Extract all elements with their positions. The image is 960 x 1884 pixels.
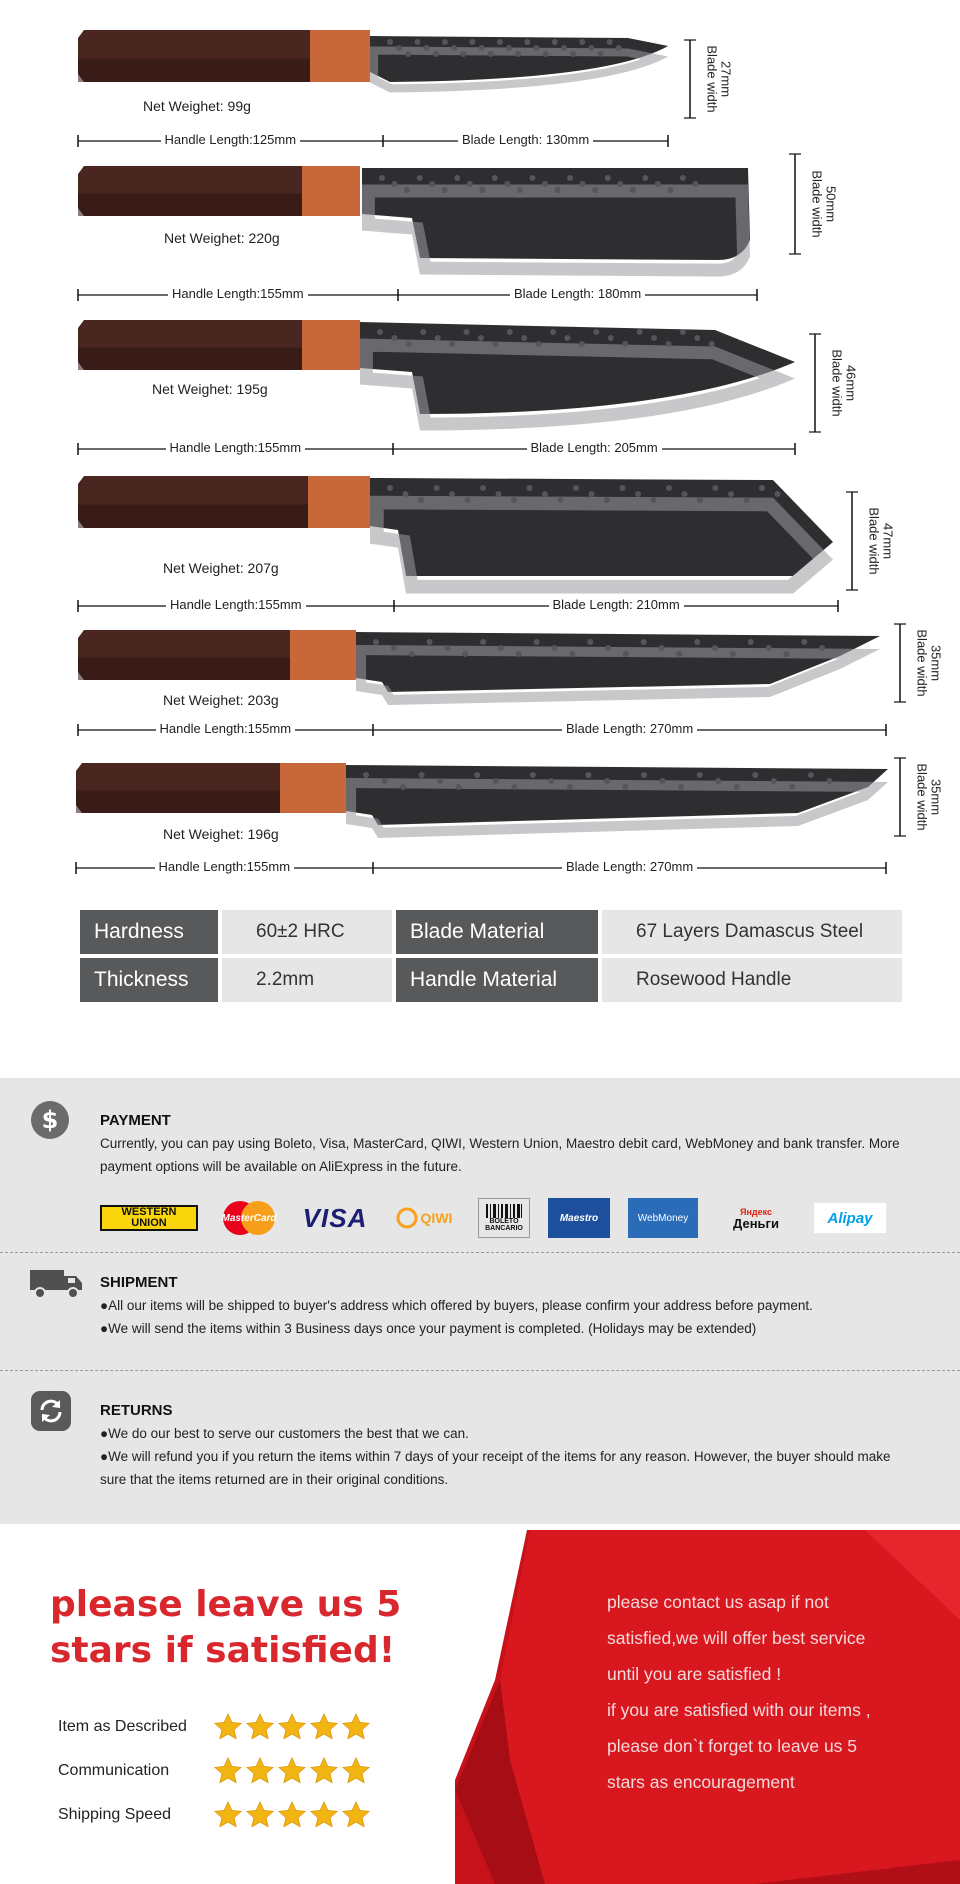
shipment-title: SHIPMENT <box>100 1274 178 1291</box>
star-icon <box>277 1800 307 1830</box>
hammer-mark <box>585 772 591 778</box>
star-icon <box>309 1756 339 1786</box>
handle-length-label: Handle Length:155mm <box>168 286 308 301</box>
payment-section <box>0 1078 960 1254</box>
star-icon <box>277 1712 307 1742</box>
blade-width-value: 47mm <box>880 522 896 560</box>
hammer-mark <box>437 778 443 784</box>
mastercard-text: MasterCard <box>221 1212 277 1224</box>
hammer-mark <box>400 784 406 790</box>
blade-length-label: Blade Length: 210mm <box>549 597 684 612</box>
western-union-logo <box>100 1205 198 1231</box>
blade-length-label: Blade Length: 270mm <box>562 859 697 874</box>
handle-length-label: Handle Length:155mm <box>156 721 296 736</box>
star-rating <box>213 1800 373 1830</box>
net-weight-label: Net Weighet: 196g <box>163 826 279 842</box>
returns-line-1: ●We do our best to serve our customers the best that we can. <box>100 1426 469 1441</box>
hammer-mark <box>419 772 425 778</box>
rating-row <box>58 1798 373 1832</box>
star-rating <box>213 1712 373 1742</box>
blade-length-label: Blade Length: 270mm <box>562 721 697 736</box>
blade-width-value: 46mm <box>843 364 859 402</box>
spec-table <box>80 910 902 1006</box>
handle-length-label: Handle Length:125mm <box>161 132 301 147</box>
handle-length-label: Handle Length:155mm <box>155 859 295 874</box>
hammer-mark <box>530 772 536 778</box>
promo-line: if you are satisfied with our items , <box>607 1700 871 1720</box>
net-weight-label: Net Weighet: 99g <box>143 98 251 114</box>
boleto-text: BANCARIO <box>485 1225 523 1232</box>
hammer-mark <box>456 784 462 790</box>
spec-row <box>80 958 902 1002</box>
hammer-mark <box>363 772 369 778</box>
dollar-icon <box>30 1100 70 1145</box>
western-union-text: WESTERN <box>121 1206 177 1218</box>
boleto-logo <box>478 1198 530 1238</box>
svg-text:$: $ <box>41 1106 59 1134</box>
promo-line: please contact us asap if not <box>607 1592 829 1612</box>
rating-promo-banner <box>0 1530 960 1884</box>
returns-line-2: ●We will refund you if you return the items within 7 days of your receipt of the items for any reason. However, the buyer should make sure that the items returned are in their original conditions. <box>100 1449 891 1487</box>
star-icon <box>277 1756 307 1786</box>
thickness-label: Thickness <box>80 958 218 1002</box>
promo-title: please leave us 5 stars if satisfied! <box>50 1584 402 1671</box>
handle-length-label: Handle Length:155mm <box>166 597 306 612</box>
blade-width-value: 35mm <box>928 644 944 682</box>
blade-material-label: Blade Material <box>396 910 598 954</box>
promo-line: stars as encouragement <box>607 1772 795 1792</box>
hammer-mark <box>548 778 554 784</box>
hammer-mark <box>382 778 388 784</box>
net-weight-label: Net Weighet: 220g <box>164 230 280 246</box>
mastercard-logo <box>216 1200 282 1236</box>
star-icon <box>341 1800 371 1830</box>
promo-line: satisfied,we will offer best service <box>607 1628 866 1648</box>
yandex-text: Деньги <box>733 1216 779 1231</box>
shipment-section <box>0 1254 960 1370</box>
handle-shade <box>76 791 280 814</box>
star-icon <box>245 1712 275 1742</box>
rating-label: Shipping Speed <box>58 1806 171 1823</box>
boleto-text: BOLETO <box>489 1218 519 1225</box>
hammer-mark <box>808 772 814 778</box>
star-icon <box>245 1800 275 1830</box>
hammer-mark <box>511 784 517 790</box>
hammer-mark <box>623 784 629 790</box>
truck-icon <box>30 1268 84 1305</box>
handle-material-value: Rosewood Handle <box>602 958 902 1002</box>
rating-label: Communication <box>58 1762 170 1779</box>
blade-width-caption: Blade width <box>829 349 845 417</box>
rating-label: Item as Described <box>58 1718 187 1735</box>
webmoney-logo: WebMoney <box>628 1198 698 1238</box>
payment-logos <box>100 1200 904 1236</box>
hammer-mark <box>789 784 795 790</box>
star-icon <box>309 1800 339 1830</box>
payment-text: Currently, you can pay using Boleto, Visa, MasterCard, QIWI, Western Union, Maestro debit card, WebMoney and bank transfer. More payment options will be available on AliExpress in the future. <box>100 1136 900 1174</box>
blade-width-caption: Blade width <box>704 45 720 113</box>
net-weight-label: Net Weighet: 203g <box>163 692 279 708</box>
refresh-icon <box>30 1390 72 1437</box>
star-icon <box>341 1756 371 1786</box>
store-policies <box>0 1078 960 1524</box>
blade-width-caption: Blade width <box>914 629 930 697</box>
hammer-mark <box>678 784 684 790</box>
star-icon <box>213 1712 243 1742</box>
net-weight-label: Net Weighet: 195g <box>152 381 268 397</box>
handle-ferrule <box>280 763 346 813</box>
shipment-line-1: ●All our items will be shipped to buyer's address which offered by buyers, please confirm your address before payment. <box>100 1298 813 1313</box>
hammer-mark <box>641 772 647 778</box>
blade-length-label: Blade Length: 205mm <box>527 440 662 455</box>
yandex-money-logo <box>716 1200 796 1236</box>
handle-material-label: Handle Material <box>396 958 598 1002</box>
hammer-mark <box>734 784 740 790</box>
shipment-line-2: ●We will send the items within 3 Business days once your payment is completed. (Holidays may be extended) <box>100 1321 757 1336</box>
star-rating <box>213 1756 373 1786</box>
returns-section <box>0 1372 960 1524</box>
blade-length-label: Blade Length: 180mm <box>510 286 645 301</box>
rating-row <box>58 1754 373 1788</box>
hammer-mark <box>660 778 666 784</box>
blade-length-label: Blade Length: 130mm <box>458 132 593 147</box>
section-divider <box>0 1252 960 1253</box>
hammer-mark <box>826 778 832 784</box>
knife-drawing <box>0 0 960 900</box>
blade-width-caption: Blade width <box>866 507 882 575</box>
star-icon <box>213 1800 243 1830</box>
hammer-mark <box>474 772 480 778</box>
section-divider <box>0 1370 960 1371</box>
net-weight-label: Net Weighet: 207g <box>163 560 279 576</box>
handle-length-label: Handle Length:155mm <box>166 440 306 455</box>
payment-title: PAYMENT <box>100 1112 171 1129</box>
star-icon <box>309 1712 339 1742</box>
promo-message <box>607 1584 952 1800</box>
blade-material-value: 67 Layers Damascus Steel <box>602 910 902 954</box>
spec-row <box>80 910 902 954</box>
hardness-value: 60±2 HRC <box>222 910 392 954</box>
hardness-label: Hardness <box>80 910 218 954</box>
maestro-logo: Maestro <box>548 1198 610 1238</box>
hammer-mark <box>493 778 499 784</box>
hammer-mark <box>697 772 703 778</box>
visa-logo: VISA <box>302 1202 368 1233</box>
promo-line: please don`t forget to leave us 5 <box>607 1736 858 1756</box>
hammer-mark <box>567 784 573 790</box>
returns-title: RETURNS <box>100 1402 173 1419</box>
western-union-text: UNION <box>131 1217 167 1229</box>
thickness-value: 2.2mm <box>222 958 392 1002</box>
blade-width-caption: Blade width <box>914 763 930 831</box>
rating-row <box>58 1710 373 1744</box>
blade-width-value: 27mm <box>718 60 734 98</box>
blade-width-label <box>914 763 942 830</box>
blade-width-caption: Blade width <box>809 170 825 238</box>
star-icon <box>341 1712 371 1742</box>
hammer-mark <box>771 778 777 784</box>
blade-width-value: 50mm <box>823 185 839 223</box>
hammer-mark <box>715 778 721 784</box>
qiwi-logo <box>388 1200 460 1236</box>
yandex-text: Яндекс <box>739 1207 772 1217</box>
star-icon <box>245 1756 275 1786</box>
qiwi-text: QIWI <box>420 1210 453 1226</box>
star-icon <box>213 1756 243 1786</box>
hammer-mark <box>604 778 610 784</box>
alipay-logo: Alipay <box>814 1203 886 1233</box>
hammer-mark <box>752 772 758 778</box>
promo-line: until you are satisfied ! <box>607 1664 782 1684</box>
blade-width-value: 35mm <box>928 778 944 816</box>
